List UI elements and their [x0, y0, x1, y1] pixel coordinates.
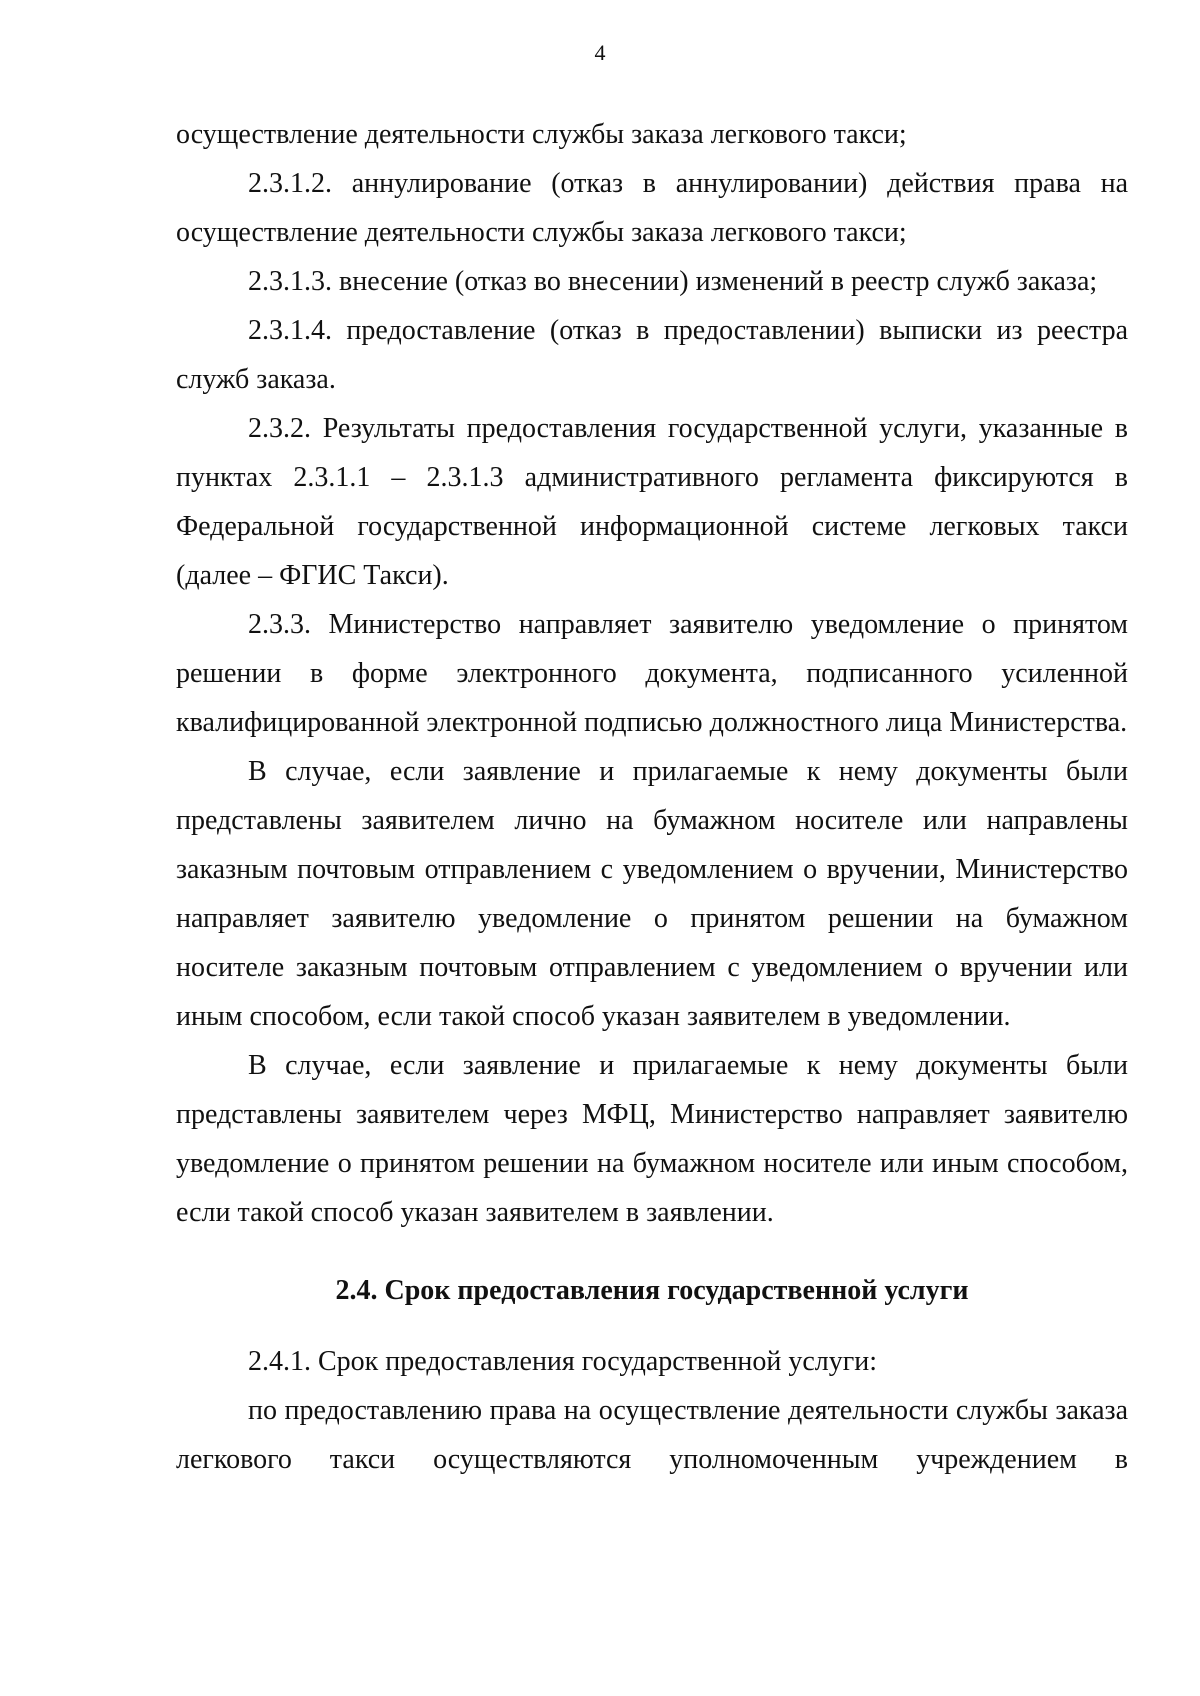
- paragraph-term-detail: по предоставлению права на осуществление деятельности службы заказа легкового такси осуществляются уполномоченным учреждением в: [176, 1395, 1128, 1475]
- paragraph-2-3-1-3: 2.3.1.3. внесение (отказ во внесении) изменений в реестр служб заказа;: [248, 266, 1098, 297]
- paragraph-2-3-1-2: 2.3.1.2. аннулирование (отказ в аннулировании) действия права на осуществление деятельности службы заказа легкового такси;: [176, 168, 1128, 248]
- section-heading: 2.4. Срок предоставления государственной услуги: [335, 1275, 969, 1306]
- page-number: 4: [594, 40, 606, 65]
- paragraph-2-3-3: 2.3.3. Министерство направляет заявителю уведомление о принятом решении в форме электронного документа, подписанного усиленной квалифицированной электронной подписью должностного лица Министерства.: [176, 609, 1128, 738]
- paragraph-mfc-notice: В случае, если заявление и прилагаемые к нему документы были представлены заявителем через МФЦ, Министерство направляет заявителю уведомление о принятом решении на бумажном носителе или иным способом, если такой способ указан заявителем в заявлении.: [176, 1050, 1128, 1228]
- paragraph-continuation: осуществление деятельности службы заказа легкового такси;: [176, 119, 907, 150]
- document-body: [176, 110, 1128, 1484]
- paragraph-2-3-1-4: 2.3.1.4. предоставление (отказ в предоставлении) выписки из реестра служб заказа.: [176, 315, 1128, 395]
- paragraph-2-4-1: 2.4.1. Срок предоставления государственной услуги:: [248, 1346, 878, 1377]
- paragraph-paper-notice: В случае, если заявление и прилагаемые к нему документы были представлены заявителем лично на бумажном носителе или направлены заказным почтовым отправлением с уведомлением о вручении, Министерство направляет заявителю уведомление о принятом решении на бумажном носителе заказным почтовым отправлением с уведомлением о вручении или иным способом, если такой способ указан заявителем в уведомлении.: [176, 756, 1128, 1032]
- paragraph-2-3-2: 2.3.2. Результаты предоставления государственной услуги, указанные в пунктах 2.3.1.1 – 2.3.1.3 административного регламента фиксируются в Федеральной государственной информационной системе легковых такси (далее – ФГИС Такси).: [176, 413, 1128, 591]
